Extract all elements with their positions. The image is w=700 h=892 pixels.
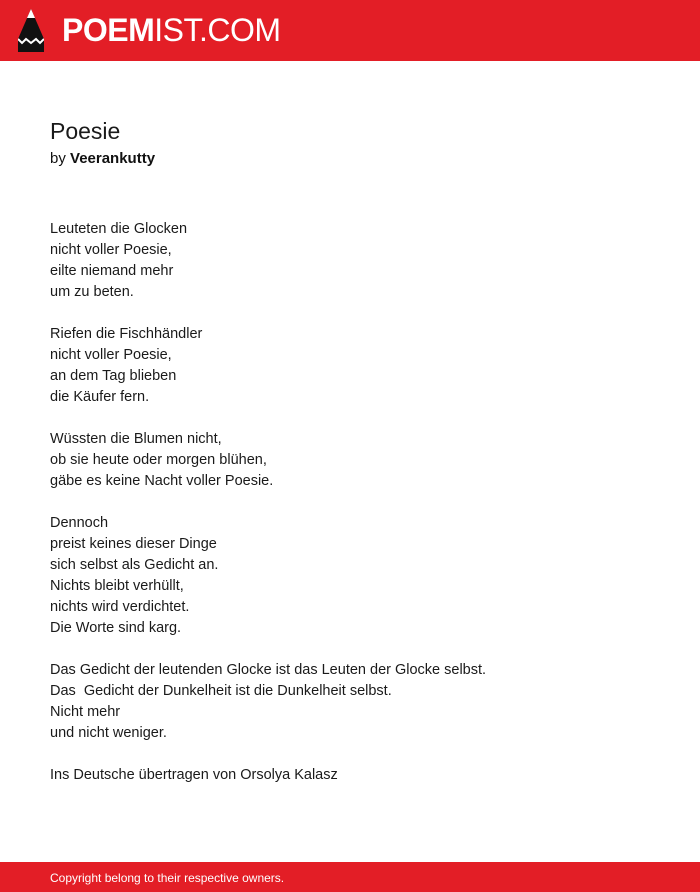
poem-line: die Käufer fern. (50, 389, 150, 405)
copyright-text: Copyright belong to their respective owners. (50, 871, 285, 885)
stanza (50, 219, 670, 303)
stanza (50, 429, 670, 492)
poem-line: an dem Tag blieben (50, 368, 177, 384)
poem-line: Ins Deutsche übertragen von Orsolya Kalasz (50, 767, 338, 783)
header-bar (0, 0, 700, 61)
byline (50, 148, 155, 169)
by-prefix: by (50, 150, 66, 167)
stanza (50, 324, 670, 408)
poem-line: preist keines dieser Dinge (50, 536, 217, 552)
stanza (50, 513, 670, 639)
poem-line: Riefen die Fischhändler (50, 326, 203, 342)
poem-line: Dennoch (50, 515, 109, 531)
poem-line: gäbe es keine Nacht voller Poesie. (50, 473, 274, 489)
poem-line: Nichts bleibt verhüllt, (50, 578, 184, 594)
poem-line: nichts wird verdichtet. (50, 599, 190, 615)
poem-line: sich selbst als Gedicht an. (50, 557, 219, 573)
poem-line: Das Gedicht der Dunkelheit ist die Dunkelheit selbst. (50, 683, 392, 699)
author-name: Veerankutty (70, 150, 156, 167)
poem-line: eilte niemand mehr (50, 263, 174, 279)
stanza (50, 660, 670, 744)
brand-bold: POEM (62, 12, 155, 48)
poem-line: Wüssten die Blumen nicht, (50, 431, 222, 447)
stanza (50, 765, 670, 786)
poem-line: um zu beten. (50, 284, 134, 300)
site-brand[interactable] (62, 12, 281, 48)
pencil-logo-icon[interactable] (18, 9, 44, 52)
poem-line: und nicht weniger. (50, 725, 167, 741)
poem-body (50, 219, 670, 807)
poem-line: Das Gedicht der leutenden Glocke ist das Leuten der Glocke selbst. (50, 662, 487, 678)
brand-light: IST.COM (154, 12, 281, 48)
poem-line: ob sie heute oder morgen blühen, (50, 452, 267, 468)
poem-line: Leuteten die Glocken (50, 221, 188, 237)
footer-bar (0, 862, 700, 892)
poem-line: nicht voller Poesie, (50, 242, 172, 258)
poem-line: Nicht mehr (50, 704, 121, 720)
poem-title: Poesie (50, 118, 121, 144)
poem-line: Die Worte sind karg. (50, 620, 182, 636)
poem-line: nicht voller Poesie, (50, 347, 172, 363)
